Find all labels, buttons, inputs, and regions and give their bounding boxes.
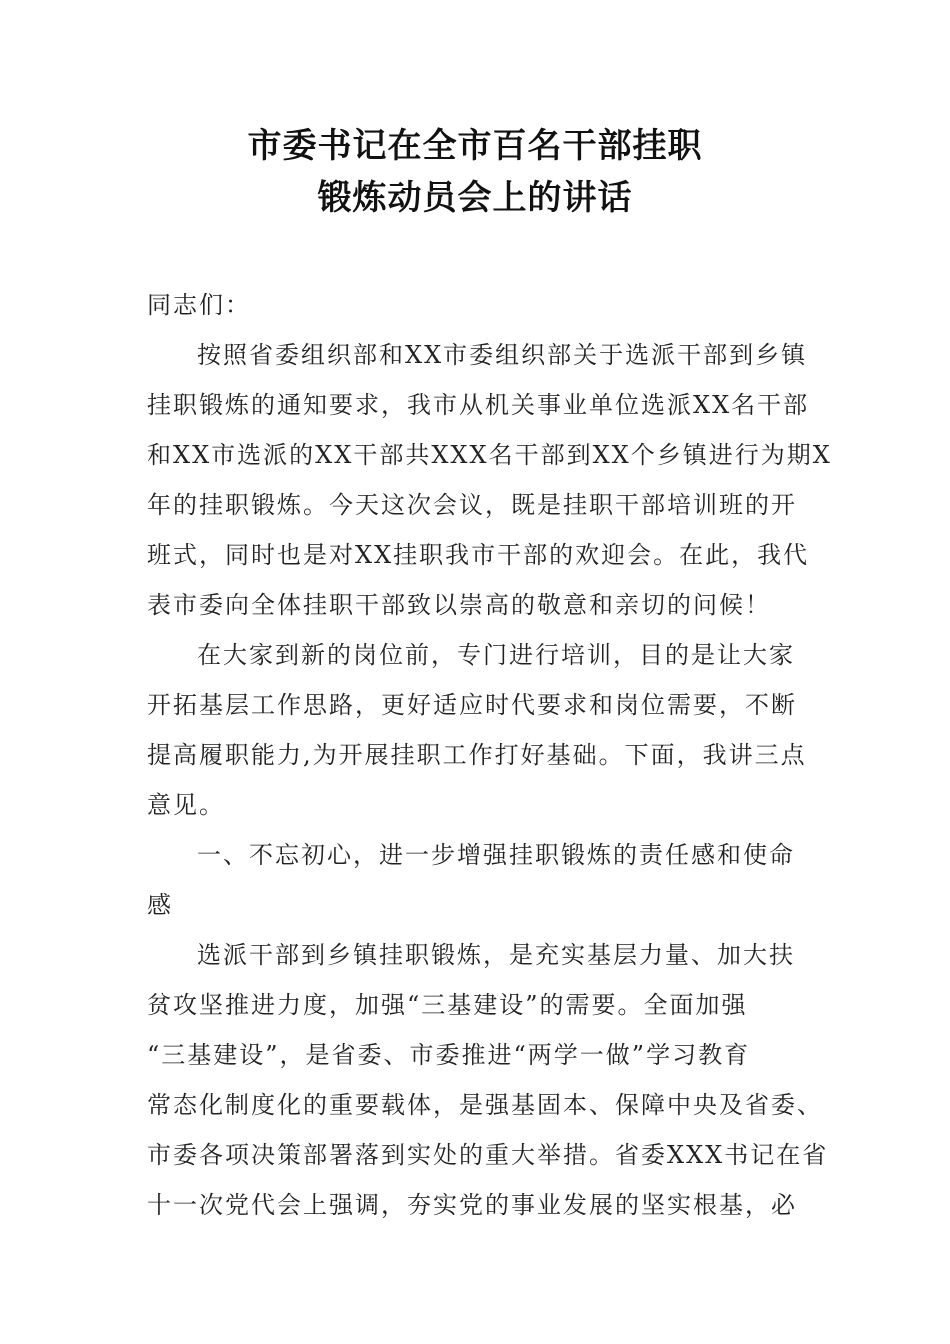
body-line: “三基建设”，是省委、市委推进“两学一做”学习教育	[147, 1041, 751, 1069]
body-line: 常态化制度化的重要载体，是强基固本、保障中央及省委、	[147, 1091, 823, 1119]
body-line: 一、不忘初心，进一步增强挂职锻炼的责任感和使命	[197, 841, 795, 869]
body-line: 贫攻坚推进力度，加强“三基建设”的需要。全面加强	[147, 991, 748, 1019]
body-line: 意见。	[147, 791, 225, 819]
body-line: 同志们：	[147, 291, 251, 319]
body-line: 市委各项决策部署落到实处的重大举措。省委XXX书记在省	[147, 1141, 829, 1169]
body-line: 开拓基层工作思路，更好适应时代要求和岗位需要，不断	[147, 691, 797, 719]
title-line-1: 市委书记在全市百名干部挂职	[247, 126, 703, 166]
body-line: 在大家到新的岗位前，专门进行培训，目的是让大家	[197, 641, 795, 669]
document-body	[147, 280, 832, 1230]
body-line: 挂职锻炼的通知要求，我市从机关事业单位选派XX名干部	[147, 391, 810, 419]
document-title	[0, 120, 950, 224]
body-line: 和XX市选派的XX干部共XXX名干部到XX个乡镇进行为期X	[147, 441, 832, 469]
body-line: 按照省委组织部和XX市委组织部关于选派干部到乡镇	[197, 341, 808, 369]
title-line-2: 锻炼动员会上的讲话	[317, 178, 633, 218]
body-line: 表市委向全体挂职干部致以崇高的敬意和亲切的问候！	[147, 591, 771, 619]
body-line: 十一次党代会上强调，夯实党的事业发展的坚实根基，必	[147, 1191, 797, 1219]
body-line: 选派干部到乡镇挂职锻炼，是充实基层力量、加大扶	[197, 941, 795, 969]
body-line: 年的挂职锻炼。今天这次会议，既是挂职干部培训班的开	[147, 491, 797, 519]
body-line: 班式，同时也是对XX挂职我市干部的欢迎会。在此，我代	[147, 541, 810, 569]
body-line: 提高履职能力,为开展挂职工作打好基础。下面，我讲三点	[147, 741, 807, 769]
body-line: 感	[147, 891, 173, 919]
